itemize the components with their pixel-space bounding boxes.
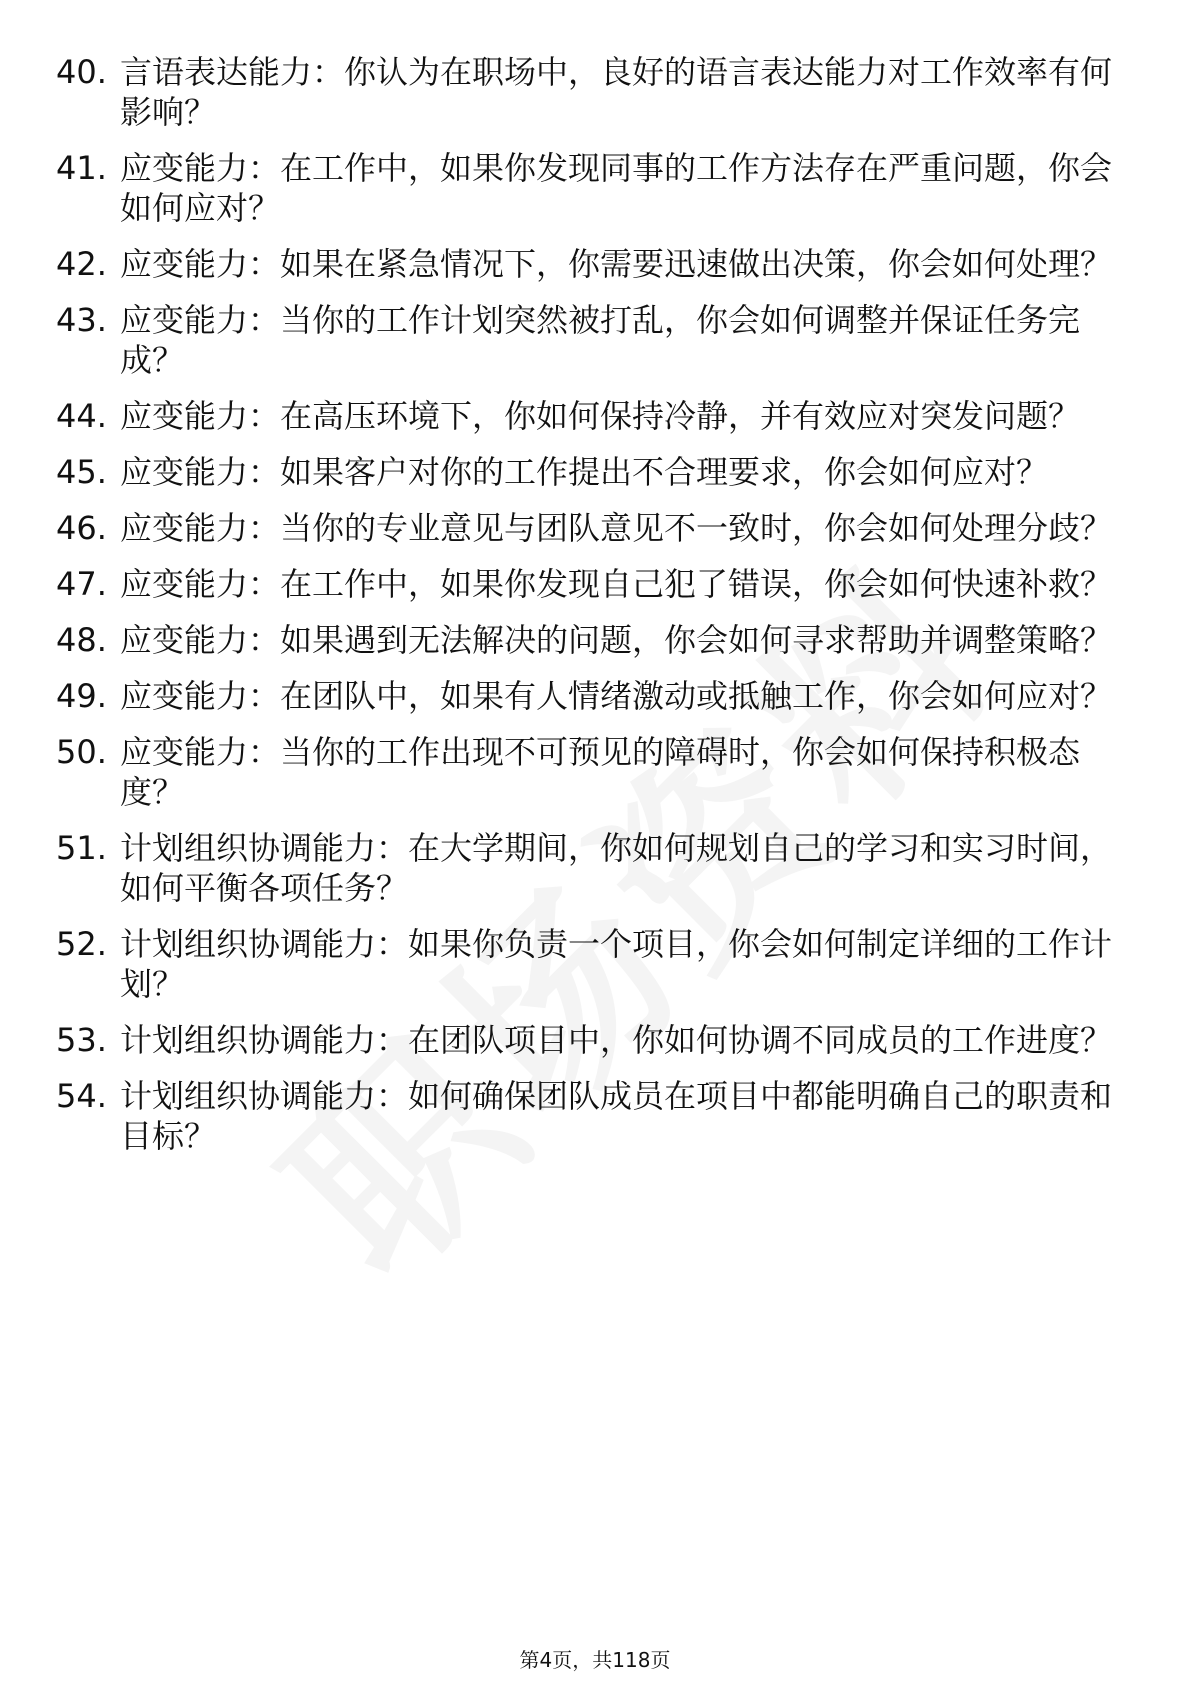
list-item bbox=[56, 1076, 1136, 1156]
question-text: 计划组织协调能力：如果你负责一个项目，你会如何制定详细的工作计划？ bbox=[120, 925, 1113, 1003]
list-item bbox=[56, 508, 1136, 548]
question-number: 45. bbox=[56, 453, 107, 491]
list-item bbox=[56, 828, 1136, 908]
question-number: 43. bbox=[56, 301, 107, 339]
question-text: 计划组织协调能力：在大学期间，你如何规划自己的学习和实习时间，如何平衡各项任务？ bbox=[120, 829, 1113, 907]
question-text: 应变能力：在团队中，如果有人情绪激动或抵触工作，你会如何应对？ bbox=[120, 677, 1113, 715]
question-number: 54. bbox=[56, 1077, 107, 1115]
list-item bbox=[56, 564, 1136, 604]
question-text: 应变能力：在工作中，如果你发现自己犯了错误，你会如何快速补救？ bbox=[120, 565, 1113, 603]
list-item bbox=[56, 732, 1136, 812]
question-number: 51. bbox=[56, 829, 107, 867]
question-text: 应变能力：当你的工作出现不可预见的障碍时，你会如何保持积极态度？ bbox=[120, 733, 1081, 811]
question-number: 53. bbox=[56, 1021, 107, 1059]
question-text: 应变能力：如果客户对你的工作提出不合理要求，你会如何应对？ bbox=[120, 453, 1049, 491]
question-number: 44. bbox=[56, 397, 107, 435]
question-number: 40. bbox=[56, 53, 107, 91]
question-text: 应变能力：在高压环境下，你如何保持冷静，并有效应对突发问题？ bbox=[120, 397, 1081, 435]
question-number: 41. bbox=[56, 149, 107, 187]
question-list bbox=[56, 52, 1136, 1172]
list-item bbox=[56, 52, 1136, 132]
page-footer: 第4页，共118页 bbox=[519, 1648, 671, 1672]
question-text: 言语表达能力：你认为在职场中，良好的语言表达能力对工作效率有何影响？ bbox=[120, 53, 1113, 131]
list-item bbox=[56, 676, 1136, 716]
question-number: 49. bbox=[56, 677, 107, 715]
question-text: 计划组织协调能力：在团队项目中，你如何协调不同成员的工作进度？ bbox=[120, 1021, 1113, 1059]
question-number: 46. bbox=[56, 509, 107, 547]
question-number: 42. bbox=[56, 245, 107, 283]
list-item bbox=[56, 1020, 1136, 1060]
question-text: 应变能力：当你的工作计划突然被打乱，你会如何调整并保证任务完成？ bbox=[120, 301, 1081, 379]
list-item bbox=[56, 452, 1136, 492]
question-number: 52. bbox=[56, 925, 107, 963]
question-text: 应变能力：如果在紧急情况下，你需要迅速做出决策，你会如何处理？ bbox=[120, 245, 1113, 283]
list-item bbox=[56, 300, 1136, 380]
question-number: 47. bbox=[56, 565, 107, 603]
list-item bbox=[56, 924, 1136, 1004]
list-item bbox=[56, 620, 1136, 660]
question-text: 应变能力：在工作中，如果你发现同事的工作方法存在严重问题，你会如何应对？ bbox=[120, 149, 1113, 227]
question-number: 50. bbox=[56, 733, 107, 771]
list-item bbox=[56, 148, 1136, 228]
question-text: 应变能力：当你的专业意见与团队意见不一致时，你会如何处理分歧？ bbox=[120, 509, 1113, 547]
question-text: 应变能力：如果遇到无法解决的问题，你会如何寻求帮助并调整策略？ bbox=[120, 621, 1113, 659]
question-number: 48. bbox=[56, 621, 107, 659]
list-item bbox=[56, 244, 1136, 284]
list-item bbox=[56, 396, 1136, 436]
question-text: 计划组织协调能力：如何确保团队成员在项目中都能明确自己的职责和目标？ bbox=[120, 1077, 1113, 1155]
